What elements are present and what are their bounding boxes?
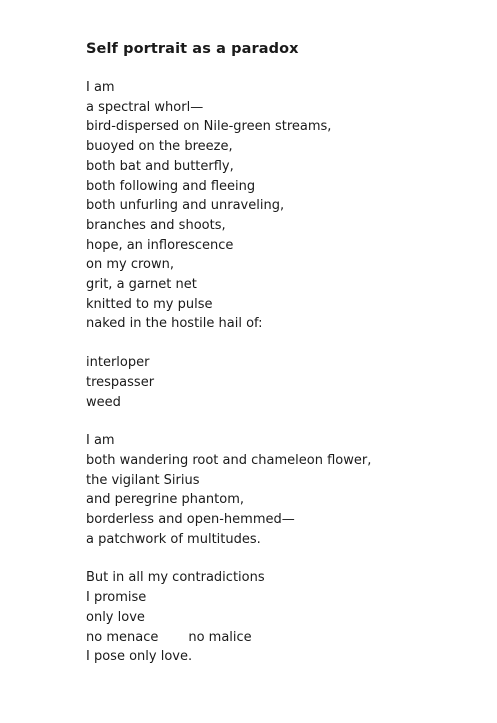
poem-line: both wandering root and chameleon flower,: [86, 452, 372, 468]
stanza-1: [86, 78, 486, 334]
poem-line: I promise: [86, 590, 147, 606]
poem-line-split: [86, 628, 486, 648]
poem-line: buoyed on the breeze,: [86, 139, 233, 155]
poem-line: a spectral whorl—: [86, 99, 204, 115]
stanza-4: [86, 568, 486, 667]
poem-line: interloper: [86, 355, 150, 371]
poem-line-fragment: no menace: [86, 629, 159, 645]
poem-line: on my crown,: [86, 257, 174, 273]
poem-line: hope, an inflorescence: [86, 237, 234, 253]
poem-line: the vigilant Sirius: [86, 472, 200, 488]
poem-line: branches and shoots,: [86, 217, 226, 233]
poem-line: I am: [86, 433, 115, 449]
poem-line: I am: [86, 80, 115, 95]
poem-title: Self portrait as a paradox: [86, 41, 299, 57]
stanza-3: [86, 431, 486, 549]
poem-line: I pose only love.: [86, 649, 193, 665]
poem-line: only love: [86, 609, 145, 625]
poem-line: both unfurling and unraveling,: [86, 198, 285, 214]
poem-line: borderless and open-hemmed—: [86, 512, 295, 528]
poem-line: naked in the hostile hail of:: [86, 316, 263, 332]
stanza-2: [86, 353, 486, 412]
poem-line: both bat and butterfly,: [86, 158, 234, 174]
poem-line: both following and fleeing: [86, 178, 256, 194]
poem-line: But in all my contradictions: [86, 570, 265, 586]
poem-line: bird-dispersed on Nile-green streams,: [86, 119, 332, 135]
poem-line-fragment: no malice: [188, 629, 252, 645]
poem-page: [86, 38, 486, 686]
poem-line: grit, a garnet net: [86, 277, 197, 293]
poem-line: weed: [86, 394, 121, 410]
poem-line: trespasser: [86, 374, 155, 390]
poem-line: knitted to my pulse: [86, 296, 213, 312]
poem-line: a patchwork of multitudes.: [86, 531, 261, 547]
poem-line: and peregrine phantom,: [86, 492, 245, 508]
